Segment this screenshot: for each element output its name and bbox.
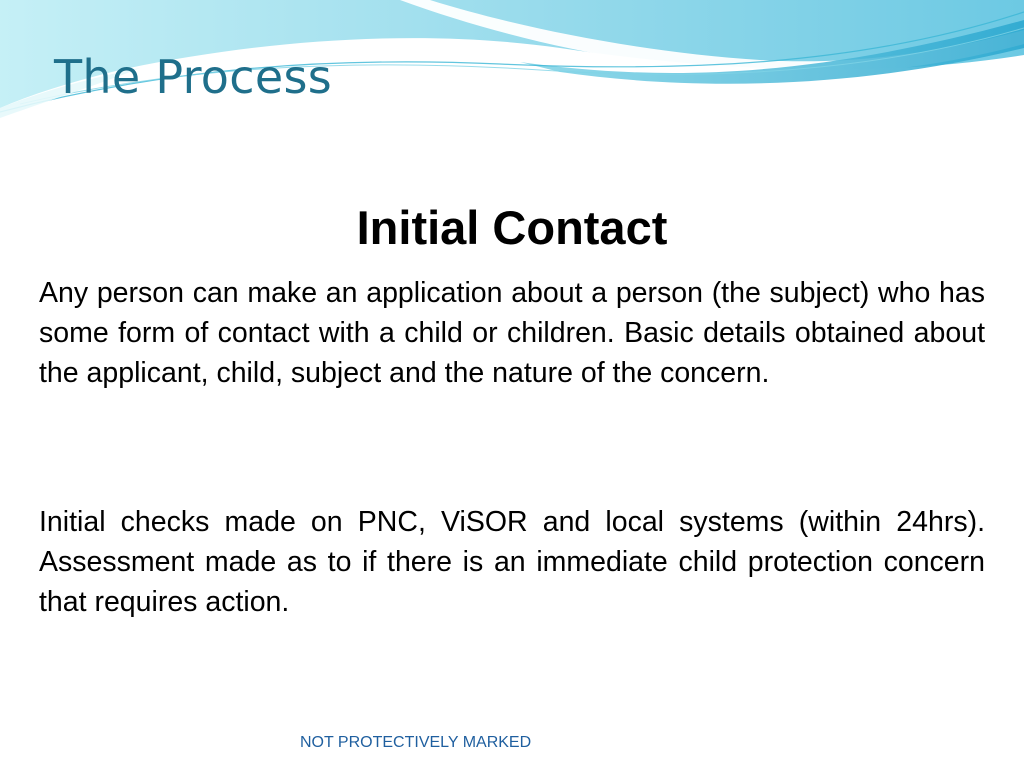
section-heading: Initial Contact: [356, 201, 668, 254]
slide-title: The Process: [54, 50, 332, 104]
body-paragraph-1: Any person can make an application about a person (the subject) who has some form of contact with a child or children. Basic details obtained about the applicant, child, subject and the nature of the concern.: [39, 277, 985, 389]
body-paragraph-2: Initial checks made on PNC, ViSOR and local systems (within 24hrs). Assessment made as to if there is an immediate child protection concern that requires action.: [39, 506, 985, 618]
protective-marking-footer: NOT PROTECTIVELY MARKED: [300, 734, 532, 751]
